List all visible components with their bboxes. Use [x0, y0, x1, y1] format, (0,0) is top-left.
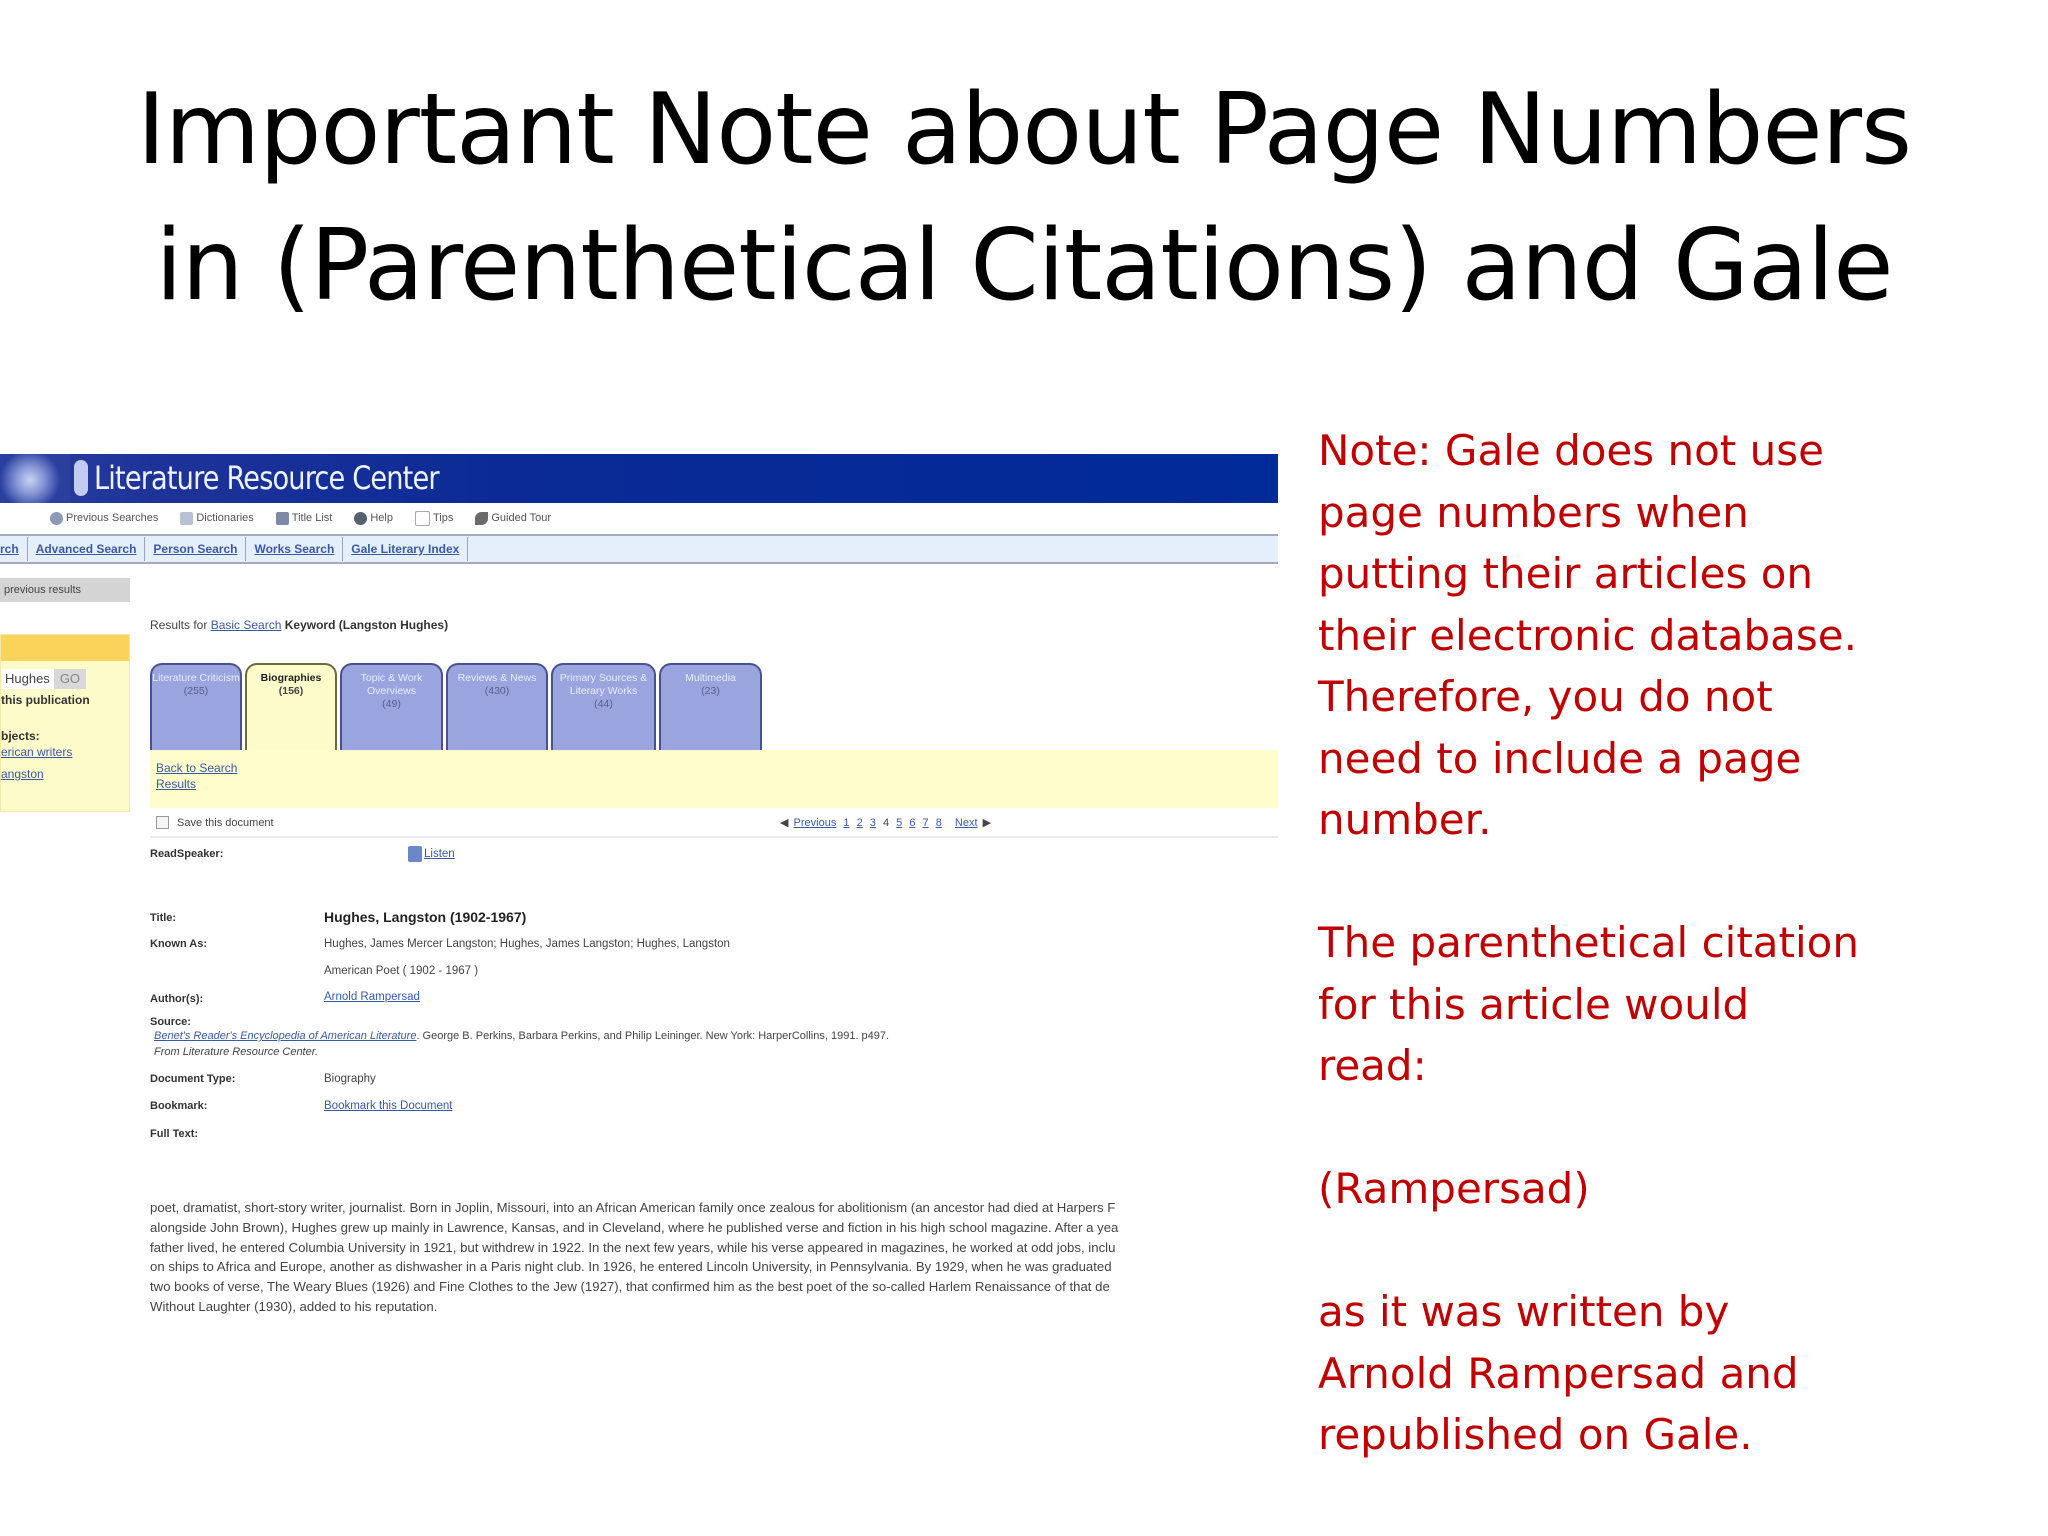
bookmark-link[interactable]: Bookmark this Document [324, 1100, 453, 1112]
tips-icon [415, 511, 430, 526]
pager-page[interactable]: 5 [896, 817, 903, 829]
nav-person-search[interactable]: Person Search [145, 537, 246, 561]
authors-label: Author(s): [150, 993, 204, 1005]
source-label: Source: [150, 1016, 191, 1028]
readspeaker-label: ReadSpeaker: [150, 848, 224, 860]
record-title: Hughes, Langston (1902-1967) [324, 909, 527, 925]
next-arrow-icon: ▶ [982, 817, 992, 829]
tab-primary-sources[interactable]: Primary Sources & Literary Works (44) [551, 663, 656, 750]
pager-page[interactable]: 3 [869, 817, 876, 829]
previous-arrow-icon: ◀ [780, 817, 789, 829]
basic-search-link[interactable]: Basic Search [210, 618, 282, 632]
lrc-toolbar [0, 503, 1278, 533]
lrc-banner [0, 454, 1278, 503]
doctype-value: Biography [324, 1073, 376, 1085]
divider [150, 836, 1278, 838]
lrc-brand-title: Literature Resource Center [94, 459, 439, 497]
speaker-icon [408, 846, 422, 862]
toolbar-previous-searches[interactable]: Previous Searches [50, 512, 158, 525]
save-document-checkbox[interactable] [156, 816, 169, 829]
toolbar-help[interactable]: Help [354, 512, 393, 525]
source-title-link[interactable]: Benet's Reader's Encyclopedia of American Literature [154, 1030, 417, 1042]
note-text [1318, 420, 2018, 1466]
source-citation: Benet's Reader's Encyclopedia of American Literature. George B. Perkins, Barbara Perkins, and Philip Leininger. New York: HarperCollins, 1991. p497. [154, 1030, 890, 1042]
known-as-value: Hughes, James Mercer Langston; Hughes, James Langston; Hughes, Langston [324, 938, 730, 950]
search-nav [0, 534, 1278, 564]
pager-page[interactable]: 8 [935, 817, 942, 829]
help-icon [354, 512, 367, 525]
nav-basic-search[interactable]: rch [0, 537, 28, 561]
nav-advanced-search[interactable]: Advanced Search [28, 537, 146, 561]
results-for: Results for Basic Search Keyword (Langston Hughes) [150, 618, 449, 632]
publication-search-input[interactable]: Hughes [1, 669, 54, 689]
descriptor: American Poet ( 1902 - 1967 ) [324, 965, 479, 977]
nav-works-search[interactable]: Works Search [246, 537, 343, 561]
bookmark-label: Bookmark: [150, 1100, 208, 1112]
tab-multimedia[interactable]: Multimedia (23) [659, 663, 762, 750]
publication-label: this publication [1, 693, 90, 707]
go-button[interactable]: GO [54, 669, 86, 689]
subject-link[interactable]: angston [1, 767, 44, 781]
pager-page[interactable]: 1 [843, 817, 850, 829]
gale-screenshot [0, 448, 1280, 1328]
pager-page[interactable]: 7 [922, 817, 929, 829]
portrait-logo-icon [0, 454, 70, 503]
listen-button[interactable]: Listen [408, 846, 455, 862]
pager-page[interactable]: 2 [856, 817, 863, 829]
subject-link[interactable]: erican writers [1, 745, 73, 759]
title-line-1: Important Note about Page Numbers [136, 73, 1912, 187]
pager-next[interactable]: Next [954, 817, 978, 829]
tab-topic-work-overviews[interactable]: Topic & Work Overviews (49) [340, 663, 443, 750]
slide-title [0, 62, 2048, 334]
publication-search [1, 669, 86, 689]
note-paragraph-2: The parenthetical citation for this article would read: [1318, 918, 1859, 1090]
note-paragraph-1: Note: Gale does not use page numbers when putting their articles on their electronic database. Therefore, you do not need to include a page number. [1318, 426, 1857, 844]
tab-literature-criticism[interactable]: Literature Criticism (255) [150, 663, 242, 750]
toolbar-guided-tour[interactable]: Guided Tour [475, 512, 551, 525]
title-line-2: in (Parenthetical Citations) and Gale [155, 209, 1893, 323]
tab-content-band [150, 750, 1278, 808]
tab-reviews-news[interactable]: Reviews & News (430) [446, 663, 548, 750]
author-link[interactable]: Arnold Rampersad [324, 991, 420, 1003]
runner-icon [475, 512, 488, 525]
toolbar-title-list[interactable]: Title List [276, 512, 333, 525]
source-from: From Literature Resource Center. [154, 1046, 319, 1058]
citation-example: (Rampersad) [1318, 1164, 1590, 1213]
magnifier-icon [50, 512, 63, 525]
save-document[interactable]: Save this document [156, 816, 274, 829]
toolbar-tips[interactable]: Tips [415, 511, 453, 526]
pager [780, 816, 991, 829]
info-logo-icon [74, 460, 88, 496]
left-panel [0, 634, 130, 812]
fulltext-label: Full Text: [150, 1128, 199, 1140]
doctype-label: Document Type: [150, 1073, 236, 1085]
note-paragraph-3: as it was written by Arnold Rampersad and republished on Gale. [1318, 1287, 1799, 1459]
book-icon [180, 512, 193, 525]
toolbar-dictionaries[interactable]: Dictionaries [180, 512, 253, 525]
title-label: Title: [150, 912, 177, 924]
pager-page[interactable]: 6 [909, 817, 916, 829]
pager-current: 4 [882, 817, 890, 829]
pager-previous[interactable]: Previous [793, 817, 837, 829]
tab-biographies[interactable]: Biographies (156) [245, 663, 337, 750]
nav-gale-literary-index[interactable]: Gale Literary Index [343, 537, 468, 561]
left-panel-header [1, 635, 129, 661]
full-text-body: poet, dramatist, short-story writer, journalist. Born in Joplin, Missouri, into an African American family once zealous for abolitionism (an ancestor had died at Harpers F alongside John Brown), Hughes grew up mainly in Lawrence, Kansas, and in Cleveland, where he published verse and fiction in his high school magazine. After a yea father lived, he entered Columbia University in 1921, but withdrew in 1922. In the next few years, while his verse appeared in magazines, he worked at odd jobs, inclu on ships to Africa and Europe, another as dishwasher in a Paris night club. In 1926, he entered Lincoln University, in Pennsylvania. By 1929, when he was graduated two books of verse, The Weary Blues (1926) and Fine Clothes to the Jew (1927), that confirmed him as the best poet of the so-called Harlem Renaissance of that de Without Laughter (1930), added to his reputation. [150, 1200, 1119, 1314]
list-icon [276, 512, 289, 525]
known-as-label: Known As: [150, 938, 208, 950]
subjects-label: bjects: [1, 729, 40, 743]
back-to-search-results-link[interactable]: Back to Search Results [156, 761, 238, 791]
previous-results-button[interactable]: previous results [0, 578, 130, 602]
